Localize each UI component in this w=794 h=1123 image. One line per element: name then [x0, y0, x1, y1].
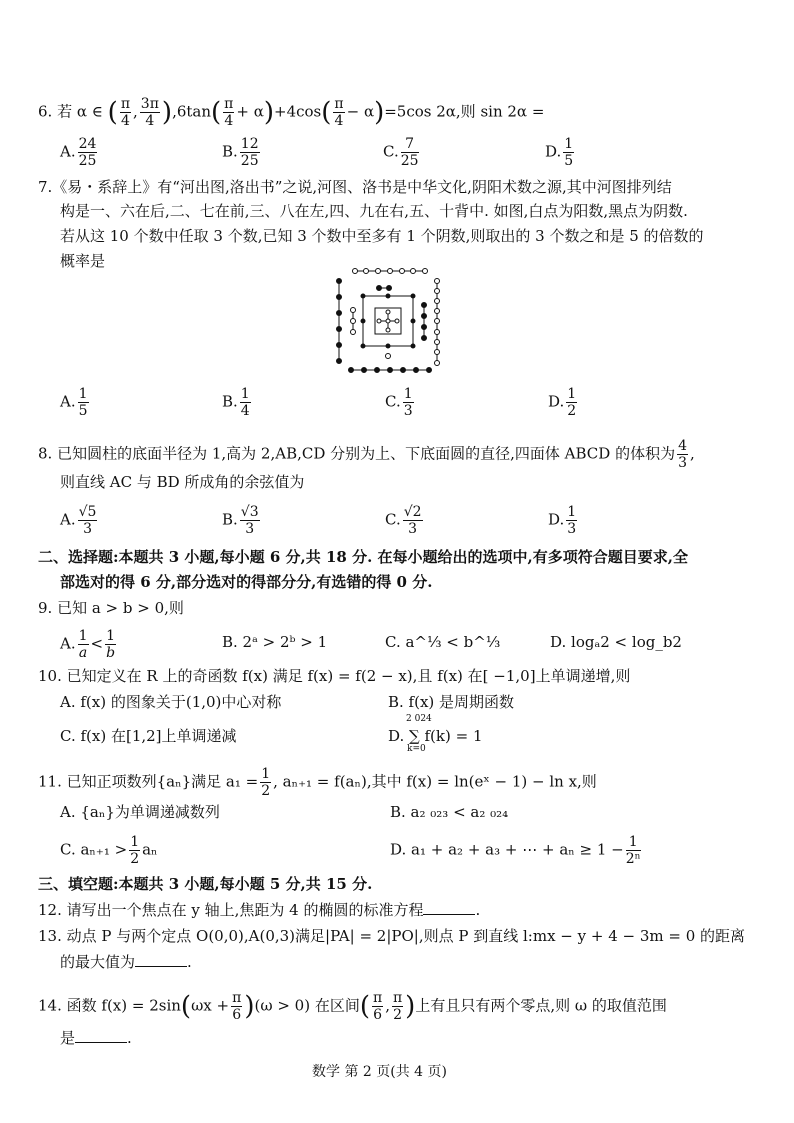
- q10-option-c: C. f(x) 在[1,2]上单调递减: [60, 727, 237, 745]
- q7-line-4: 概率是: [60, 252, 106, 270]
- q11-stem: 11. 已知正项数列{aₙ}满足 a₁ = $\frac{1}{2}$ , aₙ₊₁ = f(aₙ),其中 f(x) = ln(eˣ − 1) − ln x,则: [38, 766, 597, 799]
- q6-stem: 6. 若 α ∈ ( $\frac{\pi}{4}$ , $\frac{3\pi}{4}$ ),6tan( $\frac{\pi}{4}$ + α)+4cos( $\frac{\pi}{4}$ − α)=5cos 2α,则 sin 2α =: [38, 96, 545, 129]
- bottom-black-dots: [349, 368, 432, 373]
- top-white-dots: [353, 269, 428, 274]
- q6-option-b: B. $\frac{12}{25}$: [222, 136, 259, 169]
- q6-option-c: C. $\frac{7}{25}$: [383, 136, 419, 169]
- q13-line-2: 的最大值为 .: [60, 953, 192, 971]
- hetu-diagram: [333, 266, 443, 376]
- q7-line-1: 7.《易・系辞上》有“河出图,洛出书”之说,河图、洛书是中华文化,阴阳术数之源,其中河图排列结: [38, 178, 672, 196]
- q9-stem: 9. 已知 a > b > 0,则: [38, 599, 184, 617]
- q14-line-2: 是 .: [60, 1029, 132, 1047]
- q11-option-b: B. a₂ ₀₂₃ < a₂ ₀₂₄: [390, 803, 509, 821]
- q8-option-b: B. $\frac{√3}{3}$: [222, 504, 259, 537]
- top-inner-black-dots: [377, 286, 392, 291]
- q12-answer-blank[interactable]: [423, 902, 475, 915]
- q10-sum-lower-limit: k=0: [407, 744, 426, 754]
- q8-line-1: 8. 已知圆柱的底面半径为 1,高为 2,AB,CD 分别为上、下底面圆的直径,四面体 ABCD 的体积为 $\frac{4}{3}$ ,: [38, 438, 695, 471]
- q8-option-c: C. $\frac{√2}{3}$: [385, 504, 422, 537]
- q7-option-b: B. $\frac{1}{4}$: [222, 386, 250, 419]
- bottom-inner-white-dot: [386, 354, 391, 359]
- q10-option-b: B. f(x) 是周期函数: [388, 693, 515, 711]
- center-cross-dots: [377, 310, 399, 332]
- q10-stem: 10. 已知定义在 R 上的奇函数 f(x) 满足 f(x) = f(2 − x),且 f(x) 在[ −1,0]上单调递增,则: [38, 667, 631, 685]
- q6-option-d: D. $\frac{1}{5}$: [545, 136, 574, 169]
- left-outer-black-dots: [337, 279, 342, 364]
- q7-option-d: D. $\frac{1}{2}$: [548, 386, 577, 419]
- q7-line-2: 构是一、六在后,二、七在前,三、八在左,四、九在右,五、十背中. 如图,白点为阳数,黑点为阴数.: [60, 202, 688, 220]
- q9-option-a: A. $\frac{1}{a}$ < $\frac{1}{b}$: [60, 628, 116, 661]
- q14-answer-blank[interactable]: [75, 1030, 127, 1043]
- section-2-header-line-2: 部选对的得 6 分,部分选对的得部分分,有选错的得 0 分.: [60, 573, 433, 591]
- q14-line-1: 14. 函数 f(x) = 2sin(ωx + $\frac{\pi}{6}$ )(ω > 0) 在区间( $\frac{\pi}{6}$ , $\frac{\pi}{2}$ )上有且只有两个零点,则 ω 的取值范围: [38, 990, 667, 1023]
- q9-option-c: C. a^⅓ < b^⅓: [385, 633, 501, 651]
- q8-option-a: A. $\frac{√5}{3}$: [60, 504, 97, 537]
- q8-option-d: D. $\frac{1}{3}$: [548, 504, 577, 537]
- q7-line-3: 若从这 10 个数中任取 3 个数,已知 3 个数中至多有 1 个阴数,则取出的 3 个数之和是 5 的倍数的: [60, 227, 704, 245]
- right-inner-dots: [422, 303, 427, 341]
- q11-option-c: C. aₙ₊₁ > $\frac{1}{2}$ aₙ: [60, 834, 158, 867]
- q11-option-d: D. a₁ + a₂ + a₃ + ⋯ + aₙ ≥ 1 − $\frac{1}{\text{2ⁿ}}$: [390, 834, 641, 867]
- q8-line-2: 则直线 AC 与 BD 所成角的余弦值为: [60, 473, 305, 491]
- right-outer-white-dots: [435, 279, 440, 366]
- page-footer: 数学 第 2 页(共 4 页): [312, 1064, 447, 1080]
- q9-option-d: D. logₐ2 < log_b2: [550, 633, 682, 651]
- q10-option-a: A. f(x) 的图象关于(1,0)中心对称: [60, 693, 282, 711]
- q10-option-d: D. ∑ f(k) = 1: [388, 727, 483, 745]
- section-2-header: 二、选择题:本题共 3 小题,每小题 6 分,共 18 分. 在每小题给出的选项中,有多项符合题目要求,全: [38, 548, 688, 566]
- q11-option-a: A. {aₙ}为单调递减数列: [60, 803, 220, 821]
- q13-answer-blank[interactable]: [135, 954, 187, 967]
- q7-option-c: C. $\frac{1}{3}$: [385, 386, 413, 419]
- section-3-header: 三、填空题:本题共 3 小题,每小题 5 分,共 15 分.: [38, 875, 373, 893]
- q12-stem: 12. 请写出一个焦点在 y 轴上,焦距为 4 的椭圆的标准方程 .: [38, 901, 481, 919]
- q7-option-a: A. $\frac{1}{5}$: [60, 386, 88, 419]
- q6-option-a: A. $\frac{24}{25}$: [60, 136, 97, 169]
- q13-line-1: 13. 动点 P 与两个定点 O(0,0),A(0,3)满足|PA| = 2|PO|,则点 P 到直线 l:mx − y + 4 − 3m = 0 的距离: [38, 927, 746, 945]
- left-inner-dots: [351, 308, 356, 335]
- q9-option-b: B. 2ᵃ > 2ᵇ > 1: [222, 633, 328, 651]
- q10-sum-upper-limit: 2 024: [406, 714, 432, 724]
